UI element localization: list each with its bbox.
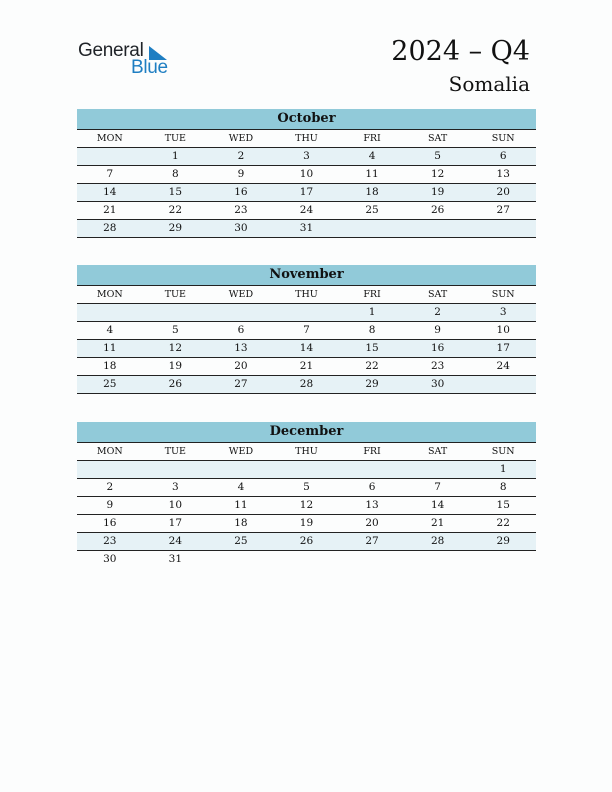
day-cell: 24 — [496, 360, 510, 372]
day-cell: 1 — [499, 463, 507, 475]
weekday-header-row — [77, 130, 536, 148]
day-cell — [208, 461, 274, 478]
day-cell: 7 — [303, 324, 310, 336]
day-cell: 16 — [234, 186, 248, 198]
day-cell: 7 — [434, 481, 441, 493]
day-cell: 2 — [106, 481, 114, 493]
day-cell: 13 — [496, 168, 510, 180]
weekday-label: TUE — [164, 289, 186, 300]
day-cell — [405, 551, 471, 568]
day-cell: 9 — [106, 499, 114, 511]
day-cell — [339, 220, 405, 237]
weekday-label: FRI — [363, 446, 381, 457]
day-cell: 14 — [430, 499, 445, 511]
day-cell — [405, 220, 471, 237]
day-cell: 18 — [103, 360, 117, 372]
day-cell: 31 — [168, 553, 183, 565]
day-cell: 15 — [168, 186, 183, 198]
month-name: October — [77, 109, 536, 130]
day-cell: 29 — [168, 222, 183, 234]
day-cell: 11 — [234, 499, 248, 511]
day-cell: 22 — [365, 360, 379, 372]
day-cell — [274, 551, 340, 568]
month-december — [77, 422, 536, 568]
day-cell — [208, 304, 274, 321]
day-cell: 27 — [365, 535, 379, 547]
day-cell: 24 — [299, 204, 314, 216]
logo-text-blue: Blue — [131, 57, 168, 78]
weekday-label: MON — [96, 133, 123, 144]
weekday-label: FRI — [363, 289, 381, 300]
day-cell — [143, 304, 209, 321]
weekday-label: TUE — [164, 446, 186, 457]
day-cell: 2 — [434, 306, 441, 318]
weekday-label: MON — [96, 446, 123, 457]
day-cell — [77, 148, 143, 165]
day-cell: 21 — [103, 204, 117, 216]
day-cell: 8 — [368, 324, 376, 336]
day-cell: 9 — [237, 168, 245, 180]
day-cell: 8 — [499, 481, 507, 493]
day-cell: 12 — [299, 499, 314, 511]
day-cell: 17 — [168, 517, 183, 529]
week-row — [77, 533, 536, 551]
day-cell: 20 — [496, 186, 510, 198]
day-cell: 3 — [172, 481, 179, 493]
day-cell: 7 — [106, 168, 114, 180]
day-cell: 14 — [299, 342, 314, 354]
day-cell: 5 — [303, 481, 310, 493]
day-cell: 5 — [172, 324, 179, 336]
day-cell: 6 — [499, 150, 507, 162]
week-row — [77, 304, 536, 322]
weekday-label: WED — [228, 289, 254, 300]
week-row — [77, 148, 536, 166]
day-cell: 18 — [234, 517, 248, 529]
day-cell — [339, 551, 405, 568]
day-cell: 4 — [106, 324, 114, 336]
day-cell: 23 — [103, 535, 117, 547]
week-row — [77, 376, 536, 394]
weekday-header-row — [77, 443, 536, 461]
day-cell: 10 — [496, 324, 510, 336]
day-cell: 18 — [365, 186, 379, 198]
day-cell: 12 — [430, 168, 445, 180]
day-cell: 22 — [168, 204, 183, 216]
day-cell: 30 — [234, 222, 248, 234]
week-row — [77, 340, 536, 358]
day-cell: 1 — [368, 306, 376, 318]
day-cell: 22 — [496, 517, 510, 529]
week-row — [77, 358, 536, 376]
day-cell — [208, 551, 274, 568]
day-cell: 19 — [168, 360, 183, 372]
day-cell: 14 — [103, 186, 117, 198]
day-cell: 31 — [299, 222, 314, 234]
day-cell: 11 — [103, 342, 117, 354]
day-cell: 15 — [365, 342, 379, 354]
day-cell: 16 — [430, 342, 445, 354]
day-cell: 26 — [299, 535, 314, 547]
weekday-label: THU — [295, 133, 318, 144]
day-cell: 30 — [430, 378, 445, 390]
day-cell: 29 — [496, 535, 510, 547]
day-cell: 5 — [434, 150, 441, 162]
day-cell — [405, 461, 471, 478]
month-november — [77, 265, 536, 394]
day-cell: 25 — [234, 535, 248, 547]
weekday-label: THU — [295, 446, 318, 457]
week-row — [77, 461, 536, 479]
month-name: December — [77, 422, 536, 443]
day-cell — [77, 304, 143, 321]
day-cell — [274, 304, 340, 321]
week-row — [77, 515, 536, 533]
weekday-label: TUE — [164, 133, 186, 144]
weekday-label: MON — [96, 289, 123, 300]
day-cell: 26 — [430, 204, 445, 216]
day-cell: 1 — [172, 150, 179, 162]
country-name: Somalia — [448, 72, 530, 96]
day-cell: 13 — [365, 499, 379, 511]
day-cell — [470, 220, 536, 237]
day-cell: 25 — [365, 204, 379, 216]
day-cell: 8 — [172, 168, 179, 180]
day-cell: 27 — [496, 204, 510, 216]
day-cell: 3 — [303, 150, 310, 162]
day-cell: 11 — [365, 168, 379, 180]
day-cell: 20 — [365, 517, 379, 529]
day-cell: 4 — [368, 150, 376, 162]
day-cell: 6 — [368, 481, 376, 493]
day-cell: 12 — [168, 342, 183, 354]
day-cell: 10 — [168, 499, 183, 511]
week-row — [77, 497, 536, 515]
day-cell: 30 — [103, 553, 117, 565]
weekday-label: WED — [228, 133, 254, 144]
day-cell — [274, 461, 340, 478]
week-row — [77, 220, 536, 238]
weekday-label: SAT — [428, 289, 448, 300]
week-row — [77, 184, 536, 202]
weekday-label: THU — [295, 289, 318, 300]
day-cell: 28 — [103, 222, 117, 234]
weekday-label: SUN — [491, 289, 515, 300]
day-cell: 9 — [434, 324, 441, 336]
day-cell: 19 — [430, 186, 445, 198]
day-cell: 24 — [168, 535, 183, 547]
day-cell: 21 — [299, 360, 314, 372]
day-cell: 10 — [299, 168, 314, 180]
week-row — [77, 166, 536, 184]
day-cell: 21 — [430, 517, 445, 529]
day-cell — [339, 461, 405, 478]
logo — [78, 40, 178, 80]
day-cell: 4 — [237, 481, 245, 493]
day-cell: 29 — [365, 378, 379, 390]
week-row — [77, 202, 536, 220]
day-cell: 17 — [299, 186, 314, 198]
day-cell: 13 — [234, 342, 248, 354]
month-october — [77, 109, 536, 238]
day-cell: 15 — [496, 499, 510, 511]
week-row — [77, 322, 536, 340]
day-cell — [470, 376, 536, 393]
weekday-label: SAT — [428, 133, 448, 144]
day-cell: 28 — [430, 535, 445, 547]
day-cell — [470, 551, 536, 568]
day-cell — [143, 461, 209, 478]
weekday-label: SAT — [428, 446, 448, 457]
day-cell: 3 — [499, 306, 507, 318]
page-title: 2024 – Q4 — [391, 36, 530, 67]
month-name: November — [77, 265, 536, 286]
day-cell: 23 — [430, 360, 445, 372]
day-cell: 16 — [103, 517, 117, 529]
day-cell: 2 — [237, 150, 245, 162]
weekday-header-row — [77, 286, 536, 304]
day-cell: 23 — [234, 204, 248, 216]
day-cell: 19 — [299, 517, 314, 529]
day-cell: 17 — [496, 342, 510, 354]
day-cell: 28 — [299, 378, 314, 390]
day-cell: 27 — [234, 378, 248, 390]
week-row — [77, 551, 536, 568]
weekday-label: WED — [228, 446, 254, 457]
weekday-label: SUN — [491, 133, 515, 144]
day-cell: 20 — [234, 360, 248, 372]
day-cell: 26 — [168, 378, 183, 390]
day-cell: 25 — [103, 378, 117, 390]
day-cell — [77, 461, 143, 478]
week-row — [77, 479, 536, 497]
logo-text-general: General — [78, 40, 144, 61]
weekday-label: SUN — [491, 446, 515, 457]
weekday-label: FRI — [363, 133, 381, 144]
day-cell: 6 — [237, 324, 245, 336]
